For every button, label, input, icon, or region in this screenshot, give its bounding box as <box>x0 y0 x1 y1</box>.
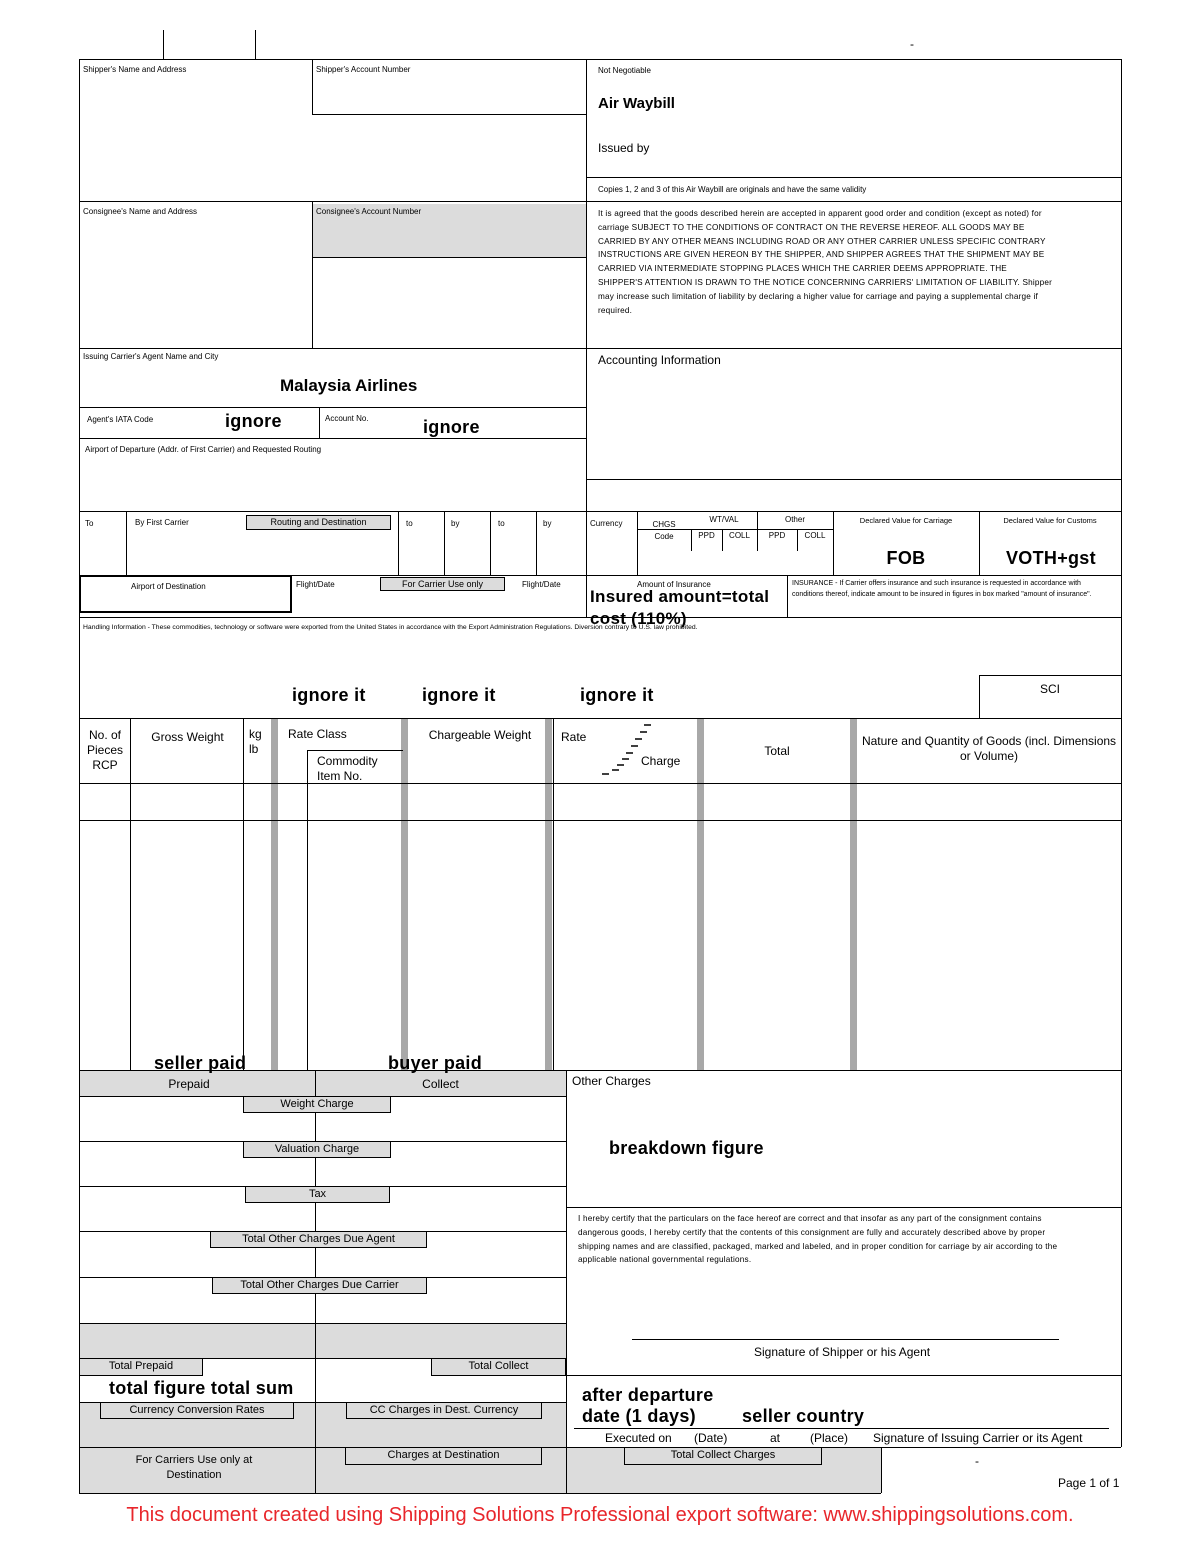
rule <box>79 783 1121 784</box>
rule <box>243 718 244 1070</box>
total-collect-charges-box: Total Collect Charges <box>624 1447 822 1465</box>
weight-charge-box: Weight Charge <box>243 1096 391 1113</box>
rule <box>787 575 788 617</box>
handling-ignore-1: ignore it <box>292 685 366 705</box>
gross-weight-header: Gross Weight <box>151 730 224 744</box>
rule <box>79 820 1121 821</box>
rule <box>398 511 399 575</box>
shipper-name-label: Shipper's Name and Address <box>83 65 187 74</box>
other-charges-label: Other Charges <box>572 1074 651 1088</box>
ppd-label: PPD <box>698 531 715 540</box>
other-charges-value: breakdown figure <box>609 1138 764 1158</box>
shipper-signature-label: Signature of Shipper or his Agent <box>754 1345 931 1359</box>
rule <box>130 718 131 1070</box>
coll-label: COLL <box>729 531 750 540</box>
chgs-code-label: CHGS Code <box>652 520 676 541</box>
rule <box>307 750 403 751</box>
rule <box>79 1447 1121 1448</box>
rule <box>79 201 1121 202</box>
iata-value: ignore <box>225 411 282 431</box>
certify-text: I hereby certify that the particulars on the face hereof are correct and that insofar as any part of the consignment contains dangerous goods, I hereby certify that the contents of this consignment are fully and accurately described above by proper shipping names and are classified, packaged, marked and labeled, and in proper condition for carriage by air according to the applicable national governmental regulations. <box>578 1214 1058 1265</box>
signature-line <box>574 1428 1109 1429</box>
ppd-label-2: PPD <box>768 531 786 540</box>
rule <box>307 750 308 1070</box>
kg-lb-header: kg lb <box>249 727 262 756</box>
declared-carriage-value: FOB <box>886 548 926 568</box>
agent-value: Malaysia Airlines <box>280 376 418 395</box>
flight-date-label-2: Flight/Date <box>522 580 561 589</box>
rate-charge-stairs-icon <box>596 719 658 777</box>
sci-label: SCI <box>1039 682 1060 696</box>
iata-label: Agent's IATA Code <box>87 415 154 424</box>
currency-label: Currency <box>590 519 623 528</box>
account-no-value: ignore <box>423 417 480 437</box>
airport-destination-label: Airport of Destination <box>131 582 206 591</box>
wt-val-label: WT/VAL <box>709 515 739 524</box>
rule <box>536 511 537 575</box>
carrier-dest-label: For Carriers Use only at Destination <box>135 1454 253 1481</box>
insurance-note: INSURANCE - If Carrier offers insurance and such insurance is requested in accordance with conditions thereof, indicate amount to be insured in figures in box marked "amount of insurance". <box>792 580 1092 598</box>
prepaid-label: Prepaid <box>168 1077 210 1091</box>
rule <box>881 1447 882 1493</box>
commodity-header: Commodity Item No. <box>317 754 378 783</box>
rule <box>79 1493 881 1494</box>
date-label: (Date) <box>694 1431 728 1445</box>
execution-value-2: date (1 days) <box>582 1406 696 1426</box>
top-tick-left <box>163 30 164 59</box>
border <box>79 59 80 1493</box>
buyer-paid-note: buyer paid <box>388 1053 483 1073</box>
conversion-rates-box: Currency Conversion Rates <box>100 1402 294 1419</box>
rule <box>79 59 1121 60</box>
shipper-account-label: Shipper's Account Number <box>316 65 411 74</box>
copies-note: Copies 1, 2 and 3 of this Air Waybill are originals and have the same validity <box>598 185 867 194</box>
top-tick-right <box>255 30 256 59</box>
consignee-account-label: Consignee's Account Number <box>316 207 422 216</box>
total-prepaid-box: Total Prepaid <box>79 1358 203 1376</box>
routing-destination-box: Routing and Destination <box>246 515 391 530</box>
rule <box>79 407 586 408</box>
awb-title: Air Waybill <box>598 95 675 112</box>
handling-ignore-2: ignore it <box>422 685 496 705</box>
column-bar <box>697 718 704 1070</box>
issued-by-label: Issued by <box>598 141 650 155</box>
rule <box>79 511 1121 512</box>
chargeable-weight-header: Chargeable Weight <box>428 728 532 742</box>
rule <box>312 201 313 348</box>
place-label: (Place) <box>810 1431 849 1445</box>
signature-line <box>632 1339 1059 1340</box>
rule <box>315 1323 316 1493</box>
other-label: Other <box>784 515 805 524</box>
total-figure-note: total figure total sum <box>109 1378 294 1398</box>
charge-header: Charge <box>641 754 681 768</box>
rate-header: Rate <box>561 730 587 744</box>
rule <box>586 59 587 617</box>
nature-header: Nature and Quantity of Goods (incl. Dimensions or Volume) <box>861 734 1117 763</box>
page-number: Page 1 of 1 <box>1058 1476 1120 1490</box>
airport-destination-box <box>79 575 292 613</box>
rule <box>566 1375 1121 1376</box>
rate-class-header: Rate Class <box>288 727 347 741</box>
seller-paid-note: seller paid <box>154 1053 247 1073</box>
rule <box>312 59 313 114</box>
handling-text: Handling Information - These commodities, technology or software were exported from the United States in accordance with the Export Administration Regulations. Diversion contrary to U.S. law prohibited. <box>83 624 698 631</box>
by-label-2: by <box>451 519 460 528</box>
due-carrier-box: Total Other Charges Due Carrier <box>212 1277 427 1294</box>
coll-label-2: COLL <box>804 531 826 540</box>
insurance-label: Amount of Insurance <box>637 580 711 589</box>
border <box>1121 59 1122 1447</box>
to-label: To <box>85 519 94 528</box>
rule <box>566 1070 567 1493</box>
rule <box>757 529 833 530</box>
declared-customs-value: VOTH+gst <box>1006 548 1096 568</box>
rule <box>79 1323 566 1324</box>
rule <box>312 257 586 258</box>
tax-box: Tax <box>245 1186 390 1203</box>
totals-fill <box>79 1323 566 1358</box>
agent-label: Issuing Carrier's Agent Name and City <box>83 352 219 361</box>
rule <box>126 511 127 575</box>
cc-charges-box: CC Charges in Dest. Currency <box>346 1402 542 1419</box>
rule <box>586 177 1121 178</box>
at-label: at <box>770 1431 781 1445</box>
rule <box>586 479 1121 480</box>
rule <box>637 511 638 575</box>
valuation-charge-box: Valuation Charge <box>243 1141 391 1158</box>
rule <box>79 438 586 439</box>
rule <box>490 511 491 575</box>
carrier-signature-label: Signature of Issuing Carrier or its Agent <box>873 1431 1083 1445</box>
by-label-3: by <box>543 519 552 528</box>
pieces-header: No. of Pieces RCP <box>86 728 124 772</box>
accounting-label: Accounting Information <box>598 353 721 367</box>
insurance-value: Insured amount=total cost (110%) <box>590 587 770 628</box>
handling-ignore-3: ignore it <box>580 685 654 705</box>
rule <box>312 114 586 115</box>
execution-value-3: seller country <box>742 1406 865 1426</box>
execution-value-1: after departure <box>582 1385 714 1405</box>
column-bar <box>545 718 552 1070</box>
to-label-3: to <box>498 519 505 528</box>
total-collect-box: Total Collect <box>431 1358 566 1376</box>
by-first-carrier-label: By First Carrier <box>135 518 189 527</box>
declared-carriage-label: Declared Value for Carriage <box>859 516 953 525</box>
rule <box>79 348 1121 349</box>
collect-label: Collect <box>422 1077 459 1091</box>
carrier-use-box: For Carrier Use only <box>380 577 505 591</box>
not-negotiable-label: Not Negotiable <box>598 66 651 75</box>
due-agent-box: Total Other Charges Due Agent <box>210 1231 427 1248</box>
rule <box>444 511 445 575</box>
departure-label: Airport of Departure (Addr. of First Carrier) and Requested Routing <box>85 445 322 454</box>
column-bar <box>401 718 408 1070</box>
execution-dash: - <box>975 1454 979 1468</box>
account-no-label: Account No. <box>325 414 369 423</box>
conditions-text: It is agreed that the goods described herein are accepted in apparent good order and condition (except as noted) for carriage SUBJECT TO THE CONDITIONS OF CONTRACT ON THE REVERSE HEREOF. ALL GOODS MAY BE CARRIED BY ANY OTHER MEANS INCLUDING ROAD OR ANY OTHER CARRIER UNLESS SPECIFIC CONTRARY INSTRUCTIONS ARE GIVEN HEREON BY THE SHIPPER, AND SHIPPER AGREES THAT THE SHIPMENT MAY BE CARRIED VIA INTERMEDIATE STOPPING PLACES WHICH THE CARRIER DEEMS APPROPRIATE. THE SHIPPER'S ATTENTION IS DRAWN TO THE NOTICE CONCERNING CARRIERS' LIMITATION OF LIABILITY. Shipper may increase such limitation of liability by declaring a higher value for carriage and paying a supplemental charge if required. <box>598 209 1053 315</box>
declared-customs-label: Declared Value for Customs <box>1003 516 1097 525</box>
to-label-2: to <box>406 519 413 528</box>
rule <box>319 407 320 438</box>
rule <box>979 675 1121 676</box>
executed-on-label: Executed on <box>605 1431 672 1445</box>
consignee-name-label: Consignee's Name and Address <box>83 207 198 216</box>
charges-destination-box: Charges at Destination <box>345 1447 542 1465</box>
rule <box>566 1207 1121 1208</box>
header-dash: - <box>910 37 914 51</box>
flight-date-label-1: Flight/Date <box>296 580 335 589</box>
column-bar <box>850 718 857 1070</box>
footer-notice: This document created using Shipping Solutions Professional export software: www.shippingsolutions.com. <box>126 1504 1074 1526</box>
rule <box>553 718 554 1070</box>
column-bar <box>271 718 278 1070</box>
total-header: Total <box>764 744 790 758</box>
